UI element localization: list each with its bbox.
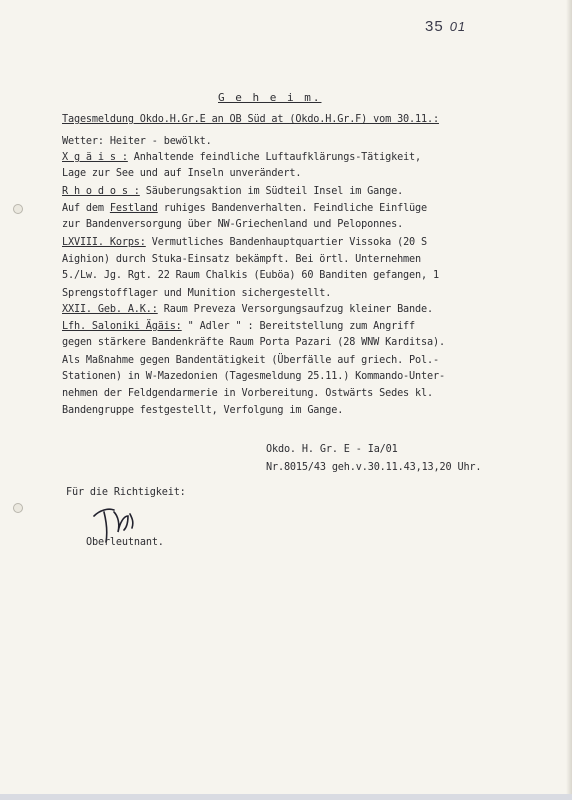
text-line bbox=[62, 254, 421, 265]
text-line bbox=[62, 405, 343, 416]
text-run: Bandengruppe festgestellt, Verfolgung im Gange. bbox=[62, 405, 344, 416]
text-run: zur Bandenversorgung über NW-Griechenland und Peloponnes. bbox=[62, 219, 404, 230]
text-run: Stationen) in W-Mazedonien (Tagesmeldung 25.11.) Kommando-Unter- bbox=[62, 371, 445, 382]
text-run: Wetter: Heiter - bewölkt. bbox=[62, 136, 212, 147]
folio-number bbox=[425, 18, 466, 35]
text-line bbox=[62, 288, 331, 299]
underlined-heading: XXII. Geb. A.K.: bbox=[62, 304, 158, 315]
text-run: 5./Lw. Jg. Rgt. 22 Raum Chalkis (Euböa) 60 Banditen gefangen, 1 bbox=[62, 270, 439, 281]
reference-line: Nr.8015/43 geh.v.30.11.43,13,20 Uhr. bbox=[266, 462, 482, 473]
text-line bbox=[62, 270, 439, 281]
text-run: Sprengstofflager und Munition sichergestellt. bbox=[62, 288, 332, 299]
underlined-heading: LXVIII. Korps: bbox=[62, 237, 146, 248]
text-line bbox=[62, 186, 403, 197]
text-run: Vermutliches Bandenhauptquartier Vissoka (20 S bbox=[145, 237, 428, 248]
text-line bbox=[62, 136, 212, 147]
punch-hole bbox=[13, 503, 23, 513]
text-line bbox=[62, 203, 427, 214]
text-line bbox=[62, 152, 421, 163]
text-line bbox=[62, 321, 415, 332]
text-run: ruhiges Bandenverhalten. Feindliche Einflüge bbox=[157, 203, 428, 214]
text-run: Auf dem bbox=[62, 203, 110, 214]
punch-hole bbox=[13, 204, 23, 214]
underlined-heading: R h o d o s : bbox=[62, 186, 140, 197]
text-line bbox=[62, 388, 433, 399]
signatory-rank: Oberleutnant. bbox=[86, 537, 164, 548]
paper-edge-shadow bbox=[566, 0, 572, 800]
underlined-heading: Tagesmeldung Okdo.H.Gr.E an OB Süd at (Okdo.H.Gr.F) vom 30.11.: bbox=[62, 114, 439, 125]
text-line bbox=[62, 304, 433, 315]
text-run: gegen stärkere Bandenkräfte Raum Porta Pazari (28 WNW Karditsa). bbox=[62, 337, 445, 348]
text-run: Lage zur See und auf Inseln unverändert. bbox=[62, 168, 302, 179]
text-line bbox=[62, 114, 439, 125]
text-line bbox=[62, 168, 301, 179]
text-run: " Adler " : Bereitstellung zum Angriff bbox=[181, 321, 416, 332]
office-line: Okdo. H. Gr. E - Ia/01 bbox=[266, 444, 398, 455]
scan-border bbox=[0, 794, 572, 800]
folio-main: 35 bbox=[425, 18, 444, 35]
text-run: Als Maßnahme gegen Bandentätigkeit (Überfälle auf griech. Pol.- bbox=[62, 355, 439, 366]
attestation-label: Für die Richtigkeit: bbox=[66, 487, 186, 498]
folio-suffix: 01 bbox=[449, 19, 467, 34]
underlined-heading: X g ä i s : bbox=[62, 152, 128, 163]
text-line bbox=[62, 237, 427, 248]
text-run: nehmen der Feldgendarmerie in Vorbereitung. Ostwärts Sedes kl. bbox=[62, 388, 433, 399]
text-line bbox=[62, 219, 403, 230]
text-run: Anhaltende feindliche Luftaufklärungs-Tätigkeit, bbox=[127, 152, 422, 163]
classification-heading: G e h e i m. bbox=[218, 91, 322, 104]
text-run: Aighion) durch Stuka-Einsatz bekämpft. Bei örtl. Unternehmen bbox=[62, 254, 422, 265]
underlined-heading: Festland bbox=[109, 203, 158, 214]
text-line bbox=[62, 371, 445, 382]
text-run: Raum Preveza Versorgungsaufzug kleiner Bande. bbox=[157, 304, 433, 315]
text-run: Säuberungsaktion im Südteil Insel im Gange. bbox=[139, 186, 404, 197]
text-line bbox=[62, 355, 439, 366]
underlined-heading: Lfh. Saloniki Ägäis: bbox=[62, 321, 182, 332]
text-line bbox=[62, 337, 445, 348]
